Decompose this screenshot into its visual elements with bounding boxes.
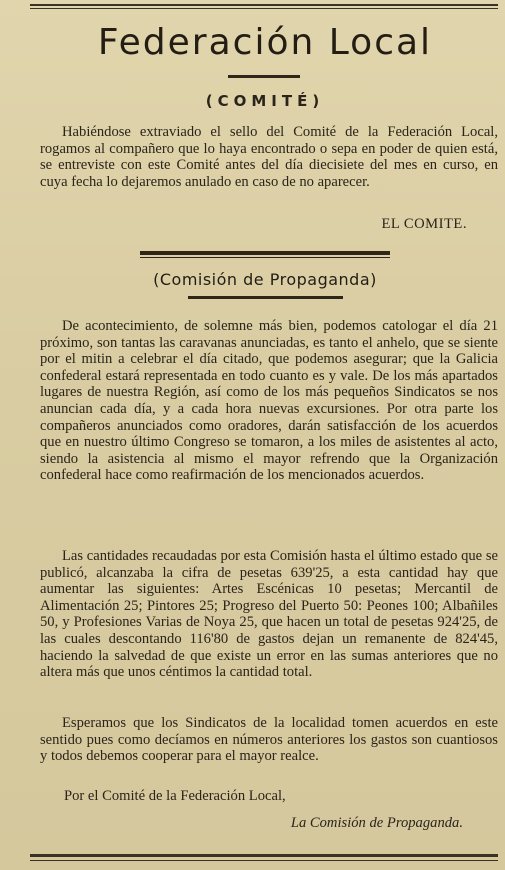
notice-signature: EL COMITE.	[381, 216, 467, 232]
top-rule	[30, 4, 498, 6]
top-rule-thin	[30, 8, 498, 9]
section-divider	[140, 251, 390, 258]
heading-divider	[188, 296, 343, 299]
paragraph-announcement: De acontecimiento, de solemne más bien, podemos catologar el día 21 próximo, son tantas las caravanas anunciadas, es tanto el anhelo, que se siente por el mitin a celebrar el día citado, que podemos asegurar; que la Galicia confederal estará representada en todo cuanto es y vale. De los más apartados lugares de nuestra Región, así como de los más pequeños Sindicatos se nos anuncian cada día, y a cada hora nuevas excursiones. Por otra parte los compañeros anunciados como oradores, darán satisfacción de los acuerdos que en nuestro último Congreso se tomaron, a los miles de asistentes al acto, siendo la asistencia al mismo el mayor refrendo que la Organización confederal hace como reafirmación de los mencionados acuerdos.	[40, 318, 498, 484]
section-signature: La Comisión de Propaganda.	[290, 815, 463, 831]
notice-body: Habiéndose extraviado el sello del Comité de la Federación Local, rogamos al compañero que lo haya encontrado o sepa en poder de quien está, se entreviste con este Comité antes del día diecisiete del mes en curso, en cuya fecha lo dejaremos anulado en caso de no aparecer.	[40, 124, 498, 190]
paragraph-funds: Las cantidades recaudadas por esta Comisión hasta el último estado que se publicó, alcanzaba la cifra de pesetas 639'25, a esta cantidad hay que aumentar las siguientes: Artes Escénicas 10 pesetas; Mercantil de Alimentación 25; Pintores 25; Progreso del Puerto 50: Peones 100; Albañiles 50, y Profesiones Varias de Noya 25, que hacen un total de pesetas 924'25, de las cuales descontando 116'80 de gastos dejan un remanente de 824'45, haciendo la salvedad de que existe un error en las sumas anteriores que no altera más que unos céntimos la cantidad total.	[40, 548, 498, 681]
section-subtitle: (COMITÉ)	[205, 92, 325, 110]
bottom-rule	[30, 854, 498, 857]
bottom-rule-thin	[30, 860, 498, 861]
title-underline	[228, 75, 300, 78]
paragraph-appeal: Esperamos que los Sindicatos de la localidad tomen acuerdos en este sentido pues como decíamos en números anteriores los gastos son cuantiosos y todos debemos cooperar para el mayor realce.	[40, 715, 498, 765]
section-heading: (Comisión de Propaganda)	[153, 270, 377, 289]
page-title: Federación Local	[97, 22, 433, 63]
closing-line: Por el Comité de la Federación Local,	[64, 788, 286, 804]
